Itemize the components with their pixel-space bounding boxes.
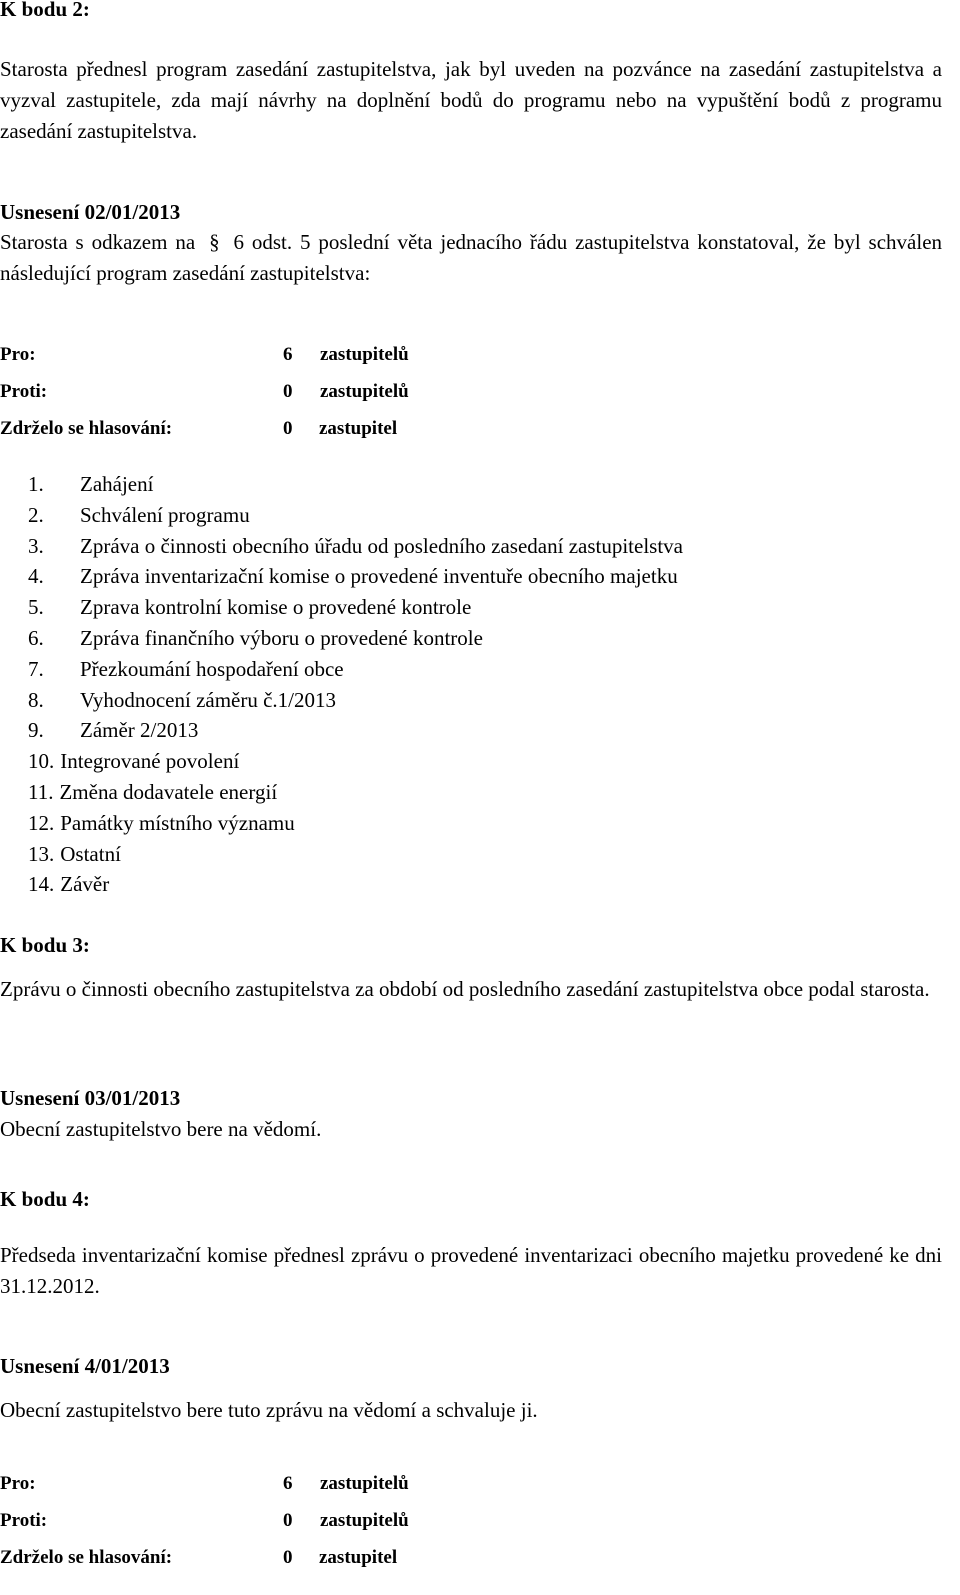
section-heading-b4: K bodu 4: (0, 1187, 90, 1211)
agenda-item-text: Vyhodnocení záměru č.1/2013 (80, 687, 337, 712)
vote-label-proti-2: Proti: (0, 1510, 48, 1531)
vote-row-abstain-2 (0, 1539, 409, 1576)
section-heading-b2: K bodu 2: (0, 0, 90, 21)
vote-label-proti: Proti: (0, 381, 48, 402)
agenda-item (28, 592, 683, 623)
agenda-item-text: Ostatní (60, 841, 121, 866)
paragraph-res04: Obecní zastupitelstvo bere tuto zprávu na vědomí a schvaluje ji. (0, 1398, 538, 1422)
agenda-item-text: Schválení programu (80, 502, 250, 527)
agenda-item (28, 746, 683, 777)
paragraph-b3: Zprávu o činnosti obecního zastupitelstva za období od posledního zasedání zastupitelstva obce podal starosta. (0, 977, 930, 1001)
agenda-item-number: 7. (28, 656, 44, 681)
vote-count-pro: 6 (283, 344, 293, 365)
agenda-item-number: 5. (28, 595, 44, 620)
agenda-item (28, 531, 683, 562)
agenda-item (28, 623, 683, 654)
res02-text-a: Starosta s odkazem na (0, 230, 196, 254)
vote-count-pro-2: 6 (283, 1473, 293, 1494)
vote-unit-abstain-2: zastupitel (319, 1547, 398, 1568)
agenda-item-text: Přezkoumání hospodaření obce (80, 656, 344, 681)
agenda-item-text: Změna dodavatele energií (59, 779, 278, 804)
agenda-item-number: 3. (28, 533, 44, 558)
vote-row-pro-2 (0, 1465, 409, 1502)
section-sign: § (209, 230, 220, 254)
agenda-item-text: Zpráva finančního výboru o provedené kontrole (80, 625, 483, 650)
vote-row-pro (0, 336, 409, 373)
agenda-item-number: 13. (28, 841, 55, 866)
paragraph-b2: Starosta přednesl program zasedání zastupitelstva, jak byl uveden na pozvánce na zasedání zastupitelstva a vyzval zastupitele, zda mají návrhy na doplnění bodů do programu nebo na vypuštění bodů z programu zasedání zastupitelstva. (0, 57, 942, 143)
agenda-item (28, 685, 683, 716)
agenda-item-number: 11. (28, 779, 54, 804)
agenda-item-number: 6. (28, 625, 44, 650)
agenda-item-number: 2. (28, 502, 44, 527)
paragraph-res02 (0, 227, 942, 289)
vote-label-abstain-2: Zdrželo se hlasování: (0, 1547, 173, 1568)
agenda-item-number: 12. (28, 810, 55, 835)
vote-label-abstain: Zdrželo se hlasování: (0, 418, 173, 439)
vote-row-abstain (0, 410, 409, 447)
agenda-item-number: 10. (28, 749, 55, 774)
agenda-item-number: 4. (28, 564, 44, 589)
agenda-item-text: Zahájení (80, 472, 154, 496)
agenda-item (28, 869, 683, 900)
vote-unit-pro: zastupitelů (320, 344, 409, 365)
agenda-item (28, 839, 683, 870)
agenda-item-text: Památky místního významu (60, 810, 295, 835)
agenda-item-text: Zprava kontrolní komise o provedené kontrole (80, 595, 472, 620)
agenda-item (28, 469, 683, 500)
agenda-item (28, 654, 683, 685)
vote-label-pro: Pro: (0, 344, 36, 365)
agenda-item-text: Záměr 2/2013 (80, 718, 199, 743)
vote-count-proti-2: 0 (283, 1510, 293, 1531)
vote-unit-abstain: zastupitel (319, 418, 398, 439)
agenda-item-number: 8. (28, 687, 44, 712)
agenda-item-number: 14. (28, 872, 55, 897)
vote-row-proti-2 (0, 1502, 409, 1539)
agenda-item-text: Závěr (60, 872, 110, 897)
resolution-title-03: Usnesení 03/01/2013 (0, 1086, 181, 1110)
vote-count-proti: 0 (283, 381, 293, 402)
agenda-item-text: Zpráva inventarizační komise o provedené inventuře obecního majetku (80, 564, 678, 589)
paragraph-b4: Předseda inventarizační komise přednesl zprávu o provedené inventarizaci obecního majetku provedené ke dni 31.12.2012. (0, 1243, 942, 1298)
vote-label-pro-2: Pro: (0, 1473, 36, 1494)
vote-table-2 (0, 1465, 409, 1576)
vote-unit-pro-2: zastupitelů (320, 1473, 409, 1494)
vote-unit-proti: zastupitelů (320, 381, 409, 402)
section-heading-b3: K bodu 3: (0, 933, 90, 957)
vote-unit-proti-2: zastupitelů (320, 1510, 409, 1531)
agenda-list (28, 469, 683, 900)
agenda-item-text: Integrované povolení (60, 749, 240, 774)
vote-count-abstain: 0 (283, 418, 293, 439)
resolution-title-02: Usnesení 02/01/2013 (0, 200, 181, 224)
paragraph-res03: Obecní zastupitelstvo bere na vědomí. (0, 1117, 322, 1141)
agenda-item-number: 9. (28, 718, 44, 743)
agenda-item (28, 715, 683, 746)
res02-text-b: 6 odst. 5 poslední věta jednacího řádu zastupitelstva konstatoval, že byl schválen následující program zasedání zastupitelstva: (0, 230, 943, 285)
agenda-item (28, 777, 683, 808)
vote-table-1 (0, 336, 409, 447)
agenda-item (28, 500, 683, 531)
vote-count-abstain-2: 0 (283, 1547, 293, 1568)
agenda-item-text: Zpráva o činnosti obecního úřadu od posledního zasedaní zastupitelstva (80, 533, 684, 558)
agenda-item (28, 561, 683, 592)
resolution-title-04: Usnesení 4/01/2013 (0, 1354, 170, 1378)
agenda-item-number: 1. (28, 472, 44, 496)
agenda-item (28, 808, 683, 839)
vote-row-proti (0, 373, 409, 410)
